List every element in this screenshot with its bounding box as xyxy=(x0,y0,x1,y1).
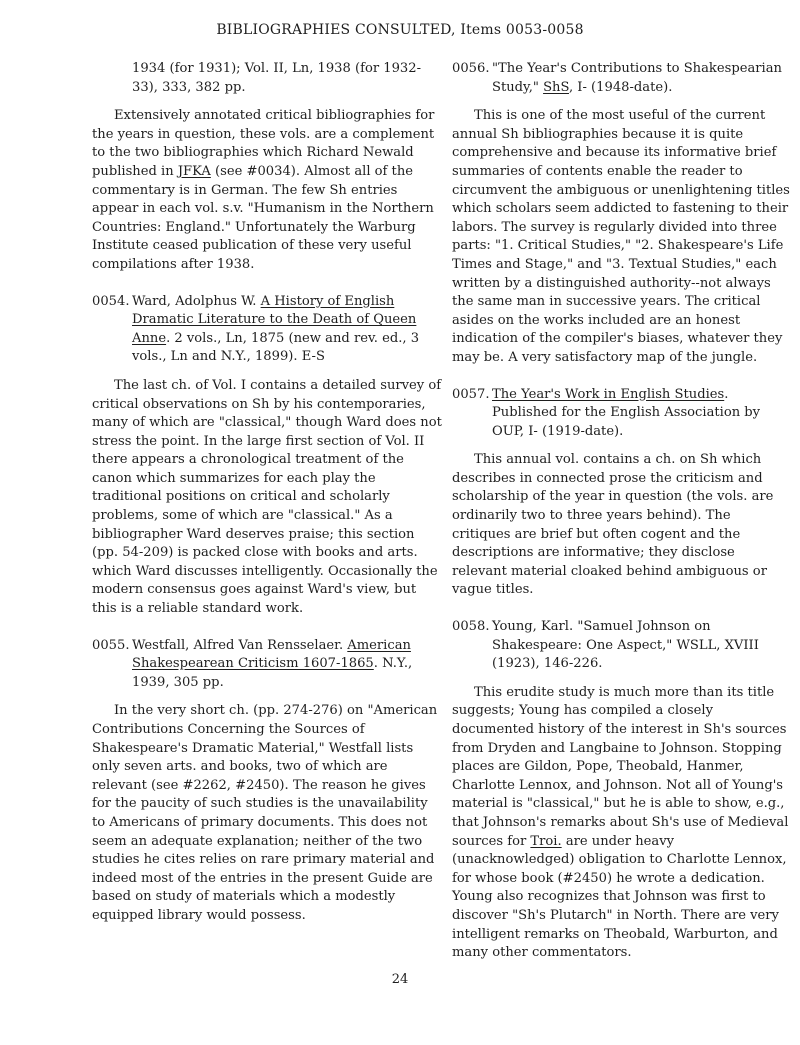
entry-annotation: This annual vol. contains a ch. on Sh which describes in connected prose the criticism and scholarship of the year in question (the vols. are ordinarily two to three years behind). The critiques are brief but often cogent and the descriptions are informative; they disclose relevant material cloaked behind ambiguous or vague titles. xyxy=(452,452,774,598)
underlined-title: A History of English Dramatic Literature to the Death of Queen Anne xyxy=(132,293,417,346)
entry-citation: 1934 (for 1931); Vol. II, Ln, 1938 (for 1932-33), 333, 382 pp. xyxy=(132,61,422,95)
entry-0055 xyxy=(92,637,444,926)
underlined-title: ShS xyxy=(543,79,569,95)
entry-0054 xyxy=(92,293,444,619)
underlined-title: The Year's Work in English Studies xyxy=(492,386,725,402)
entry-number: 0055. xyxy=(92,637,130,653)
underlined-title: Troi. xyxy=(530,833,562,849)
annotation-text: This erudite study is much more than its title suggests; Young has compiled a closely documented history of the interest in Sh's sources from Dryden and Langbaine to Johnson. Stopping places are Gildon, Pope, Theobald, Hanmer, Charlotte Lennox, and Johnson. Not all of Young's material is "classical," but he is able to show, e.g., that Johnson's remarks about Sh's use of Medieval sources for xyxy=(452,684,789,849)
left-column xyxy=(92,60,444,944)
entry-citation xyxy=(92,293,444,367)
citation-text: Young, Karl. "Samuel Johnson on Shakespeare: One Aspect," WSLL, XVIII (1923), 146-226. xyxy=(492,619,759,672)
citation-details: . 2 vols., Ln, 1875 (new and rev. ed., 3 vols., Ln and N.Y., 1899). E-S xyxy=(132,330,420,365)
annotation-text: Extensively annotated critical bibliographies for the years in question, these vols. are a complement to the two bibliographies which Richard Newald published in xyxy=(92,108,435,179)
entry-0058 xyxy=(452,618,792,963)
entry-number: 0058. xyxy=(452,619,490,635)
underlined-title: American Shakespearean Criticism 1607-1865 xyxy=(132,637,411,672)
entry-number: 0054. xyxy=(92,293,130,309)
entry-citation xyxy=(452,386,792,442)
page-number: 24 xyxy=(391,972,409,987)
entry-annotation: The last ch. of Vol. I contains a detailed survey of critical observations on Sh by his contemporaries, many of which are "classical," though Ward does not stress the point. In the large first section of Vol. II there appears a chronological treatment of the canon which summarizes for each play the traditional positions on critical and scholarly problems, some of which are "classical." As a bibliographer Ward deserves praise; this section (pp. 54-209) is packed close with books and arts. which Ward discusses intelligently. Occasionally the modern consensus goes against Ward's view, but this is a reliable standard work. xyxy=(92,377,442,617)
entry-annotation xyxy=(452,684,792,963)
underlined-title: JFKA xyxy=(177,163,211,179)
entry-citation xyxy=(452,60,792,97)
entry-annotation: This is one of the most useful of the current annual Sh bibliographies because it is quite comprehensive and because its informative brief summaries of contents enable the reader to circumvent the ambiguous or unenlightening titles which scholars seem addicted to fastening to their labors. The survey is regularly divided into three parts: "1. Critical Studies," "2. Shakespeare's Life Times and Stage," and "3. Textual Studies," each written by a distinguished authority--not always the same man in successive years. The critical asides on the works included are an honest indication of the compiler's biases, whatever they may be. A very satisfactory map of the jungle. xyxy=(452,108,790,365)
citation-title: "The Year's Contributions to Shakespearian Study," xyxy=(492,61,782,95)
entry-number: 0057. xyxy=(452,386,490,402)
annotation-text: (see #0034). Almost all of the commentary is in German. The few Sh entries appear in each vol. s.v. "Humanism in the Northern Countries: England." Unfortunately the Warburg Institute ceased publication of these very useful compilations after 1938. xyxy=(92,163,434,272)
entry-annotation: In the very short ch. (pp. 274-276) on "American Contributions Concerning the Sources of Shakespeare's Dramatic Material," Westfall lists only seven arts. and books, two of which are relevant (see #2262, #2450). The reason he gives for the paucity of such studies is the unavailability to Americans of primary documents. This does not seem an adequate explanation; neither of the two studies he cites relies on rare primary material and indeed most of the entries in the present Guide are based on study of materials which a modestly equipped library would possess. xyxy=(92,703,438,923)
annotation-text: are under heavy (unacknowledged) obligation to Charlotte Lennox, for whose book (#2450) he wrote a dedication. Young also recognizes that Johnson was first to discover "Sh's Plutarch" in North. There are very intelligent remarks on Theobald, Warburton, and many other commentators. xyxy=(452,833,787,961)
citation-details: . N.Y., 1939, 305 pp. xyxy=(132,656,413,690)
entry-citation xyxy=(452,618,792,674)
entry-0057 xyxy=(452,386,792,601)
citation-details: . Published for the English Association by OUP, I- (1919-date). xyxy=(492,386,761,439)
entry-number: 0056. xyxy=(452,61,490,76)
citation-author: Westfall, Alfred Van Rensselaer. xyxy=(132,637,348,653)
page-header: BIBLIOGRAPHIES CONSULTED, Items 0053-0058 xyxy=(216,22,584,38)
entry-citation xyxy=(92,637,444,693)
entry-annotation xyxy=(92,107,444,274)
citation-details: , I- (1948-date). xyxy=(568,79,673,95)
right-column xyxy=(452,60,792,981)
citation-author: Ward, Adolphus W. xyxy=(132,293,261,309)
entry-0056 xyxy=(452,60,792,368)
entry-0053-continued xyxy=(92,60,444,275)
